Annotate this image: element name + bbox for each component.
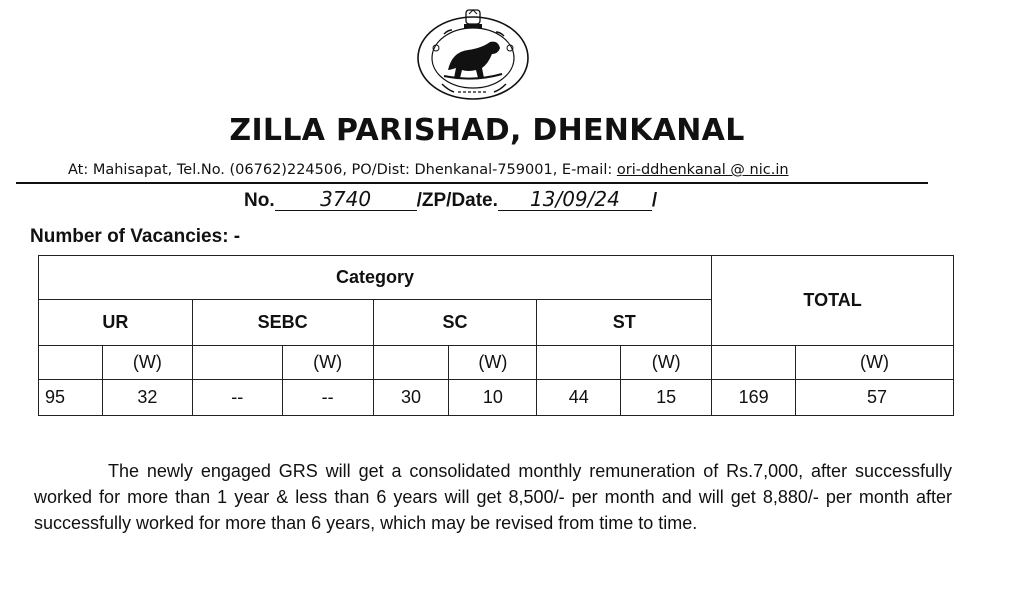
- total-header: TOTAL: [712, 256, 954, 346]
- address-text: At: Mahisapat, Tel.No. (06762)224506, PO/Dist: Dhenkanal-759001,: [68, 162, 562, 178]
- group-header-ur: UR: [39, 300, 193, 346]
- ref-date-label: /ZP/Date.: [416, 190, 498, 211]
- odisha-state-emblem: [414, 6, 532, 102]
- women-label: (W): [282, 346, 373, 380]
- women-label: (W): [449, 346, 537, 380]
- vacancies-label: Number of Vacancies: -: [30, 226, 241, 247]
- table-cell: [192, 346, 282, 380]
- table-cell: [537, 346, 621, 380]
- sc-women: 10: [449, 380, 537, 416]
- table-row: [39, 256, 954, 300]
- ur-total: 95: [39, 380, 103, 416]
- remuneration-paragraph: [34, 458, 952, 536]
- email-label: E-mail:: [561, 162, 617, 178]
- sebc-total: --: [192, 380, 282, 416]
- ref-date-value: 13/09/24: [498, 188, 652, 211]
- grand-total-women: 57: [796, 380, 954, 416]
- st-women: 15: [621, 380, 712, 416]
- office-title: ZILLA PARISHAD, DHENKANAL: [229, 113, 745, 148]
- vacancy-table: [38, 255, 954, 416]
- table-row: [39, 380, 954, 416]
- ref-trail: /: [651, 190, 658, 211]
- sebc-women: --: [282, 380, 373, 416]
- sc-total: 30: [373, 380, 449, 416]
- st-total: 44: [537, 380, 621, 416]
- table-cell: [373, 346, 449, 380]
- category-header: Category: [39, 256, 712, 300]
- group-header-sc: SC: [373, 300, 537, 346]
- women-label: (W): [796, 346, 954, 380]
- grand-total: 169: [712, 380, 796, 416]
- reference-line: [244, 188, 657, 212]
- women-label: (W): [621, 346, 712, 380]
- group-header-st: ST: [537, 300, 712, 346]
- header-rule: [16, 182, 928, 184]
- group-header-sebc: SEBC: [192, 300, 373, 346]
- remuneration-text: The newly engaged GRS will get a consolidated monthly remuneration of Rs.7,000, after successfully worked for more than 1 year & less than 6 years will get 8,500/- per month and will get 8,880/- per month after successfully worked for more than 6 years, which may be revised from time to time.: [34, 461, 952, 533]
- ref-no-value: 3740: [275, 188, 417, 211]
- table-row: [39, 346, 954, 380]
- ref-no-label: No.: [244, 190, 275, 211]
- table-cell: [39, 346, 103, 380]
- ur-women: 32: [102, 380, 192, 416]
- women-label: (W): [102, 346, 192, 380]
- table-cell: [712, 346, 796, 380]
- email-address: ori-ddhenkanal @ nic.in: [616, 162, 789, 178]
- office-address: [68, 162, 789, 178]
